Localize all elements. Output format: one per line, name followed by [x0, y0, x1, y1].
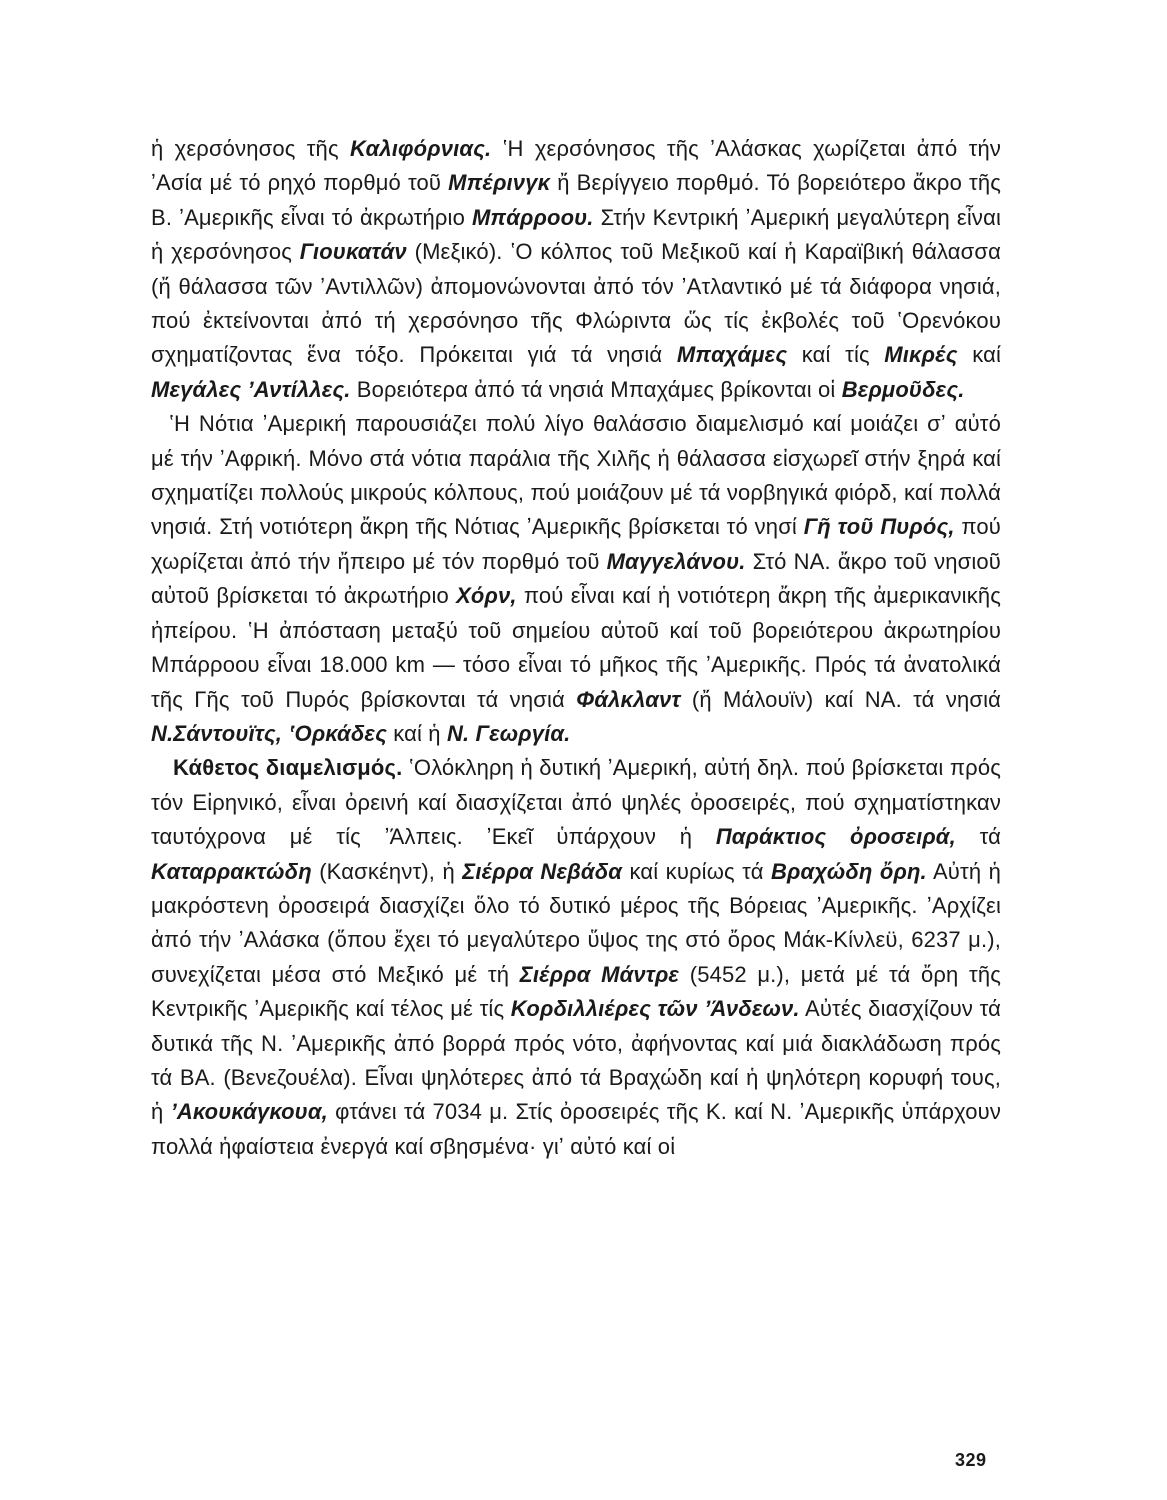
- text-run: ʽΗ Νότια ʼΑμερική παρουσιάζει πολύ λίγο θαλάσσιο διαμελισμό καί μοιάζει σʼ αὐτό μέ τήν ʼΑφρική. Μόνο στά νότια παράλια τῆς Χιλῆς ἡ θάλασσα εἰσχωρεῖ στήν ξηρά καί σχηματίζει πολλούς μικρούς κόλπους, πού μοιάζουν μέ τά νορβηγικά φιόρδ, καί πολλά νησιά. Στή νοτιότερη ἄκρη τῆς Νότιας ʼΑμερικῆς βρίσκεται τό νησί: [151, 411, 1001, 540]
- text-run: (ἤ Μάλουϊν) καί ΝΑ. τά νησιά: [680, 686, 1001, 712]
- place-name: Χόρν,: [456, 583, 517, 609]
- place-name: Καλιφόρνιας.: [349, 136, 492, 161]
- paragraph-vertical-relief: [151, 751, 1001, 1164]
- text-run: ʽΟλόκληρη ἡ δυτική ʼΑμερική, αὐτή δηλ. πού βρίσκεται πρός τόν Εἰρηνικό, εἶναι ὀρεινή καί διασχίζεται ἀπό ψηλές ὀροσειρές, πού σχηματίστηκαν ταυτόχρονα μέ τίς ʼΆλπεις. ʼΕκεῖ ὑπάρχουν ἡ: [151, 755, 1001, 850]
- place-name: Γιουκατάν: [299, 239, 407, 265]
- place-name: Μπαχάμες: [676, 342, 788, 368]
- text-run: Βορειότερα ἀπό τά νησιά Μπαχάμες βρίκονται οἱ: [350, 376, 842, 402]
- place-name: Παράκτιος ὀροσειρά,: [715, 824, 956, 850]
- place-name: Μπάρροου.: [471, 204, 594, 230]
- text-run: καί ἡ: [386, 720, 447, 746]
- text-run: ἡ χερσόνησος τῆς: [151, 136, 350, 161]
- text-run: πού χωρίζεται ἀπό τήν ἤπειρο μέ τόν πορθμό τοῦ: [151, 514, 1001, 574]
- text-run: καί: [957, 342, 1001, 368]
- text-run: φτάνει τά 7034 μ. Στίς ὀροσειρές τῆς Κ. καί Ν. ʼΑμερικῆς ὑπάρχουν πολλά ἡφαίστεια ἐνεργά καί σβησμένα· γιʼ αὐτό καί οἱ: [151, 1099, 1001, 1159]
- text-run: (Κασκέηντ), ἡ: [311, 858, 463, 884]
- text-run: καί κυρίως τά: [622, 858, 771, 884]
- place-name: Ν. Γεωργία.: [446, 720, 571, 746]
- page-number: 329: [955, 1450, 987, 1470]
- text-run: (5452 μ.), μετά μέ τά ὄρη τῆς Κεντρικῆς ʼΑμερικῆς καί τέλος μέ τίς: [151, 961, 1001, 1022]
- text-run: Στήν Κεντρική ʼΑμερική μεγαλύτερη εἶναι ἡ χερσόνησος: [151, 204, 1001, 265]
- text-run: πού εἶναι καί ἡ νοτιότερη ἄκρη τῆς ἀμερικανικῆς ἠπείρου. ʽΗ ἀπόσταση μεταξύ τοῦ σημείου αὐτοῦ καί τοῦ βορειότερου ἀκρωτηρίου Μπάρροου εἶναι 18.000 km — τόσο εἶναι τό μῆκος τῆς ʼΑμερικῆς. Πρός τά ἀνατολικά τῆς Γῆς τοῦ Πυρός βρίσκονται τά νησιά: [151, 583, 1001, 712]
- place-name: Μικρές: [884, 342, 958, 368]
- place-name: Φάλκλαντ: [576, 686, 681, 712]
- text-run: τά: [955, 824, 1001, 850]
- place-name: ʼΑκουκάγκουα,: [170, 1099, 328, 1125]
- text-run: Αὐτές διασχίζουν τά δυτικά τῆς Ν. ʼΑμερικῆς ἀπό βορρά πρός νότο, ἀφήνοντας καί μιά διακλάδωση πρός τά ΒΑ. (Βενεζουέλα). Εἶναι ψηλότερες ἀπό τά Βραχώδη καί ἡ ψηλότερη κορυφή τους, ἡ: [151, 996, 1002, 1125]
- place-name: Γῆ τοῦ Πυρός,: [803, 514, 955, 540]
- text-run: ʽΗ χερσόνησος τῆς ʼΑλάσκας χωρίζεται ἀπό τήν ʼΑσία μέ τό ρηχό πορθμό τοῦ: [151, 136, 1001, 196]
- place-name: Καταρρακτώδη: [151, 858, 312, 884]
- place-name: Βραχώδη ὄρη.: [770, 858, 927, 884]
- text-run: Στό ΝΑ. ἄκρο τοῦ νησιοῦ αὐτοῦ βρίσκεται τό ἀκρωτήριο: [151, 548, 1001, 609]
- text-run: Αὐτή ἡ μακρόστενη ὀροσειρά διασχίζει ὅλο τό δυτικό μέρος τῆς Βόρειας ʼΑμερικῆς. ʼΑρχίζει ἀπό τήν ʼΑλάσκα (ὅπου ἔχει τό μεγαλύτερο ὕψος της στό ὄρος Μάκ-Κίνλεϋ, 6237 μ.), συνεχίζεται μέσα στό Μεξικό μέ τή: [151, 858, 1001, 987]
- place-name: Σιέρρα Νεβάδα: [462, 858, 623, 884]
- place-name: Μεγάλες ʼΑντίλλες.: [151, 376, 351, 402]
- text-run: ἤ Βερίγγειο πορθμό. Τό βορειότερο ἄκρο τῆς Β. ʼΑμερικῆς εἶναι τό ἀκρωτήριο: [151, 170, 1001, 230]
- place-name: Ν.Σάντουϊτς, ʽΟρκάδες: [151, 720, 387, 746]
- text-run: καί τίς: [787, 342, 885, 368]
- body-text: [151, 132, 1001, 1164]
- paragraph-south-america-coast: [151, 407, 1001, 751]
- place-name: Σιέρρα Μάντρε: [519, 961, 680, 987]
- paragraph-california-caribbean: [151, 132, 1001, 407]
- place-name: Κορδιλλιέρες τῶν ʼΆνδεων.: [510, 996, 800, 1022]
- section-heading: Κάθετος διαμελισμός.: [173, 755, 403, 781]
- place-name: Μαγγελάνου.: [606, 548, 746, 574]
- text-run: (Μεξικό). ʽΟ κόλπος τοῦ Μεξικοῦ καί ἡ Καραϊβική θάλασσα (ἤ θάλασσα τῶν ʼΑντιλλῶν) ἀπομονώνονται ἀπό τόν ʼΑτλαντικό μέ τά διάφορα νησιά, πού ἐκτείνονται ἀπό τή χερσόνησο τῆς Φλώριντα ὥς τίς ἐκβολές τοῦ ʽΟρενόκου σχηματίζοντας ἕνα τόξο. Πρόκειται γιά τά νησιά: [151, 239, 1001, 368]
- place-name: Βερμοῦδες.: [841, 376, 965, 402]
- place-name: Μπέρινγκ: [448, 170, 551, 196]
